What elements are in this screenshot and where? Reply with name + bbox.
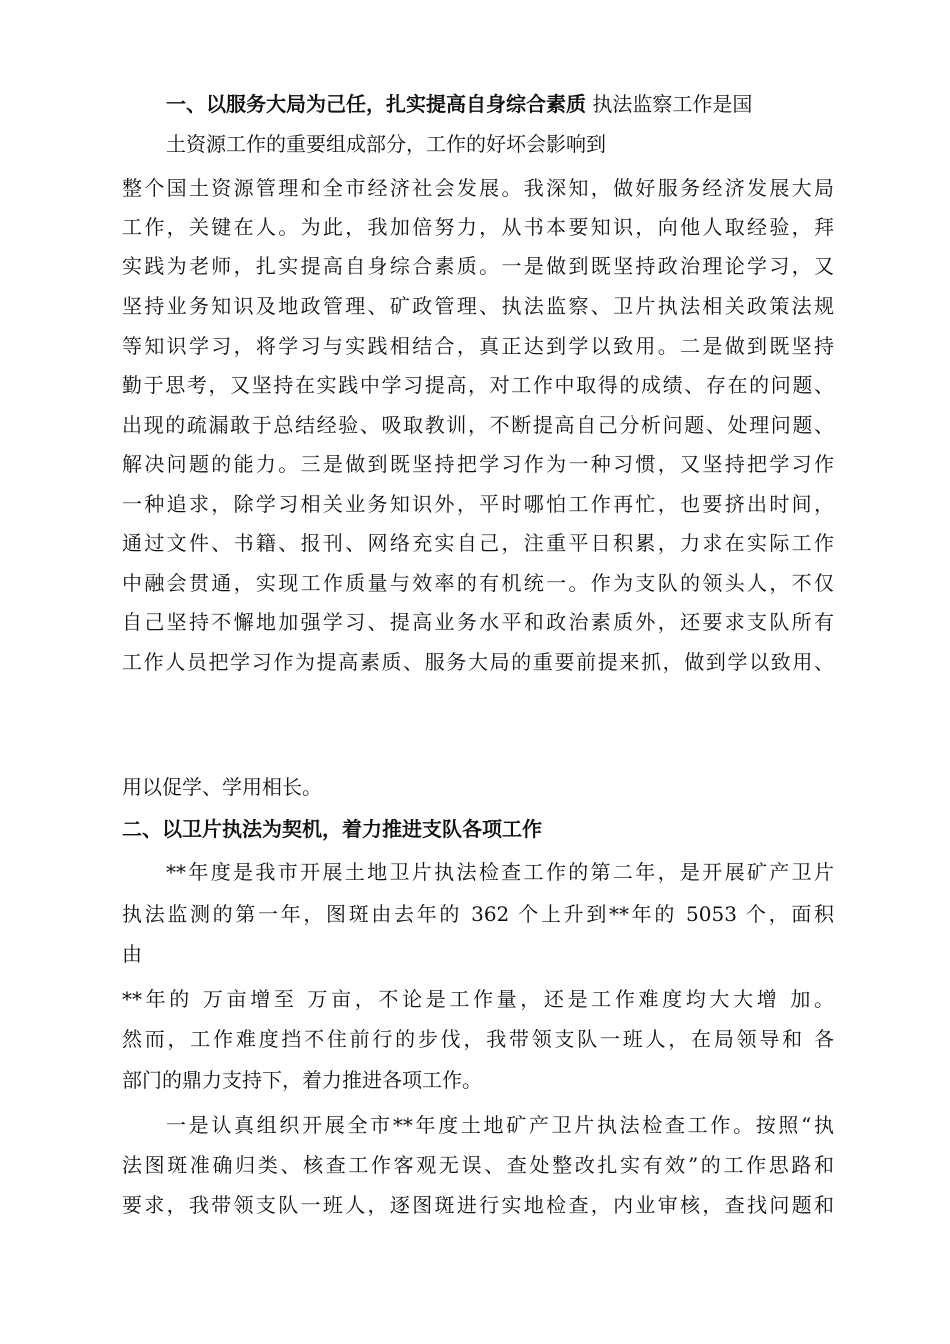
text-line: 然而，工作难度挡不住前行的步伐，我带领支队一班人，在局领导和 各: [122, 1027, 834, 1051]
text-line: 解决问题的能力。三是做到既坚持把学习作为一种习惯，又坚持把学习作: [122, 452, 834, 476]
section-1-intro: 执法监察工作是国: [592, 92, 753, 116]
text-line: 法图斑准确归类、核查工作客观无误、查处整改扎实有效”的工作思路和: [122, 1153, 834, 1177]
text-line: 工作，关键在人。为此，我加倍努力，从书本要知识，向他人取经验，拜: [122, 215, 834, 239]
text-line: 等知识学习，将学习与实践相结合，真正达到学以致用。二是做到既坚持: [122, 334, 834, 358]
text-line: 部门的鼎力支持下，着力推进各项工作。: [122, 1068, 482, 1092]
text-line: **年度是我市开展土地卫片执法检查工作的第二年，是开展矿产卫片: [166, 860, 834, 884]
text-line: 工作人员把学习作为提高素质、服务大局的重要前提来抓，做到学以致用、: [122, 650, 834, 674]
text-line: **年的 万亩增至 万亩，不论是工作量，还是工作难度均大大增 加。: [122, 987, 834, 1011]
text-line: 自己坚持不懈地加强学习、提高业务水平和政治素质外，还要求支队所有: [122, 610, 834, 634]
text-line: 勤于思考，又坚持在实践中学习提高，对工作中取得的成绩、存在的问题、: [122, 373, 834, 397]
section-1-heading-line: [166, 90, 834, 118]
text-line: 一是认真组织开展全市**年度土地矿产卫片执法检查工作。按照“执: [166, 1113, 834, 1137]
text-line: 实践为老师，扎实提高自身综合素质。一是做到既坚持政治理论学习，又: [122, 254, 834, 278]
text-line: 中融会贯通，实现工作质量与效率的有机统一。作为支队的领头人，不仅: [122, 571, 834, 595]
text-line: 坚持业务知识及地政管理、矿政管理、执法监察、卫片执法相关政策法规: [122, 294, 834, 318]
text-line: 土资源工作的重要组成部分，工作的好坏会影响到: [166, 132, 606, 156]
text-line: 执法监测的第一年，图斑由去年的 362 个上升到**年的 5053 个，面积: [122, 902, 834, 926]
text-line: 由: [122, 942, 142, 966]
text-line: 通过文件、书籍、报刊、网络充实自己，注重平日积累，力求在实际工作: [122, 531, 834, 555]
section-1-heading: 一、以服务大局为己任，扎实提高自身综合素质: [166, 92, 586, 116]
section-2-heading: 二、以卫片执法为契机，着力推进支队各项工作: [122, 817, 542, 841]
text-line: 用以促学、学用相长。: [122, 775, 322, 799]
text-line: 整个国土资源管理和全市经济社会发展。我深知，做好服务经济发展大局: [122, 176, 834, 200]
text-line: 要求，我带领支队一班人，逐图斑进行实地检查，内业审核，查找问题和: [122, 1193, 834, 1217]
text-line: 一种追求，除学习相关业务知识外，平时哪怕工作再忙，也要挤出时间，: [122, 492, 834, 516]
text-line: 出现的疏漏敢于总结经验、吸取教训，不断提高自己分析问题、处理问题、: [122, 413, 834, 437]
